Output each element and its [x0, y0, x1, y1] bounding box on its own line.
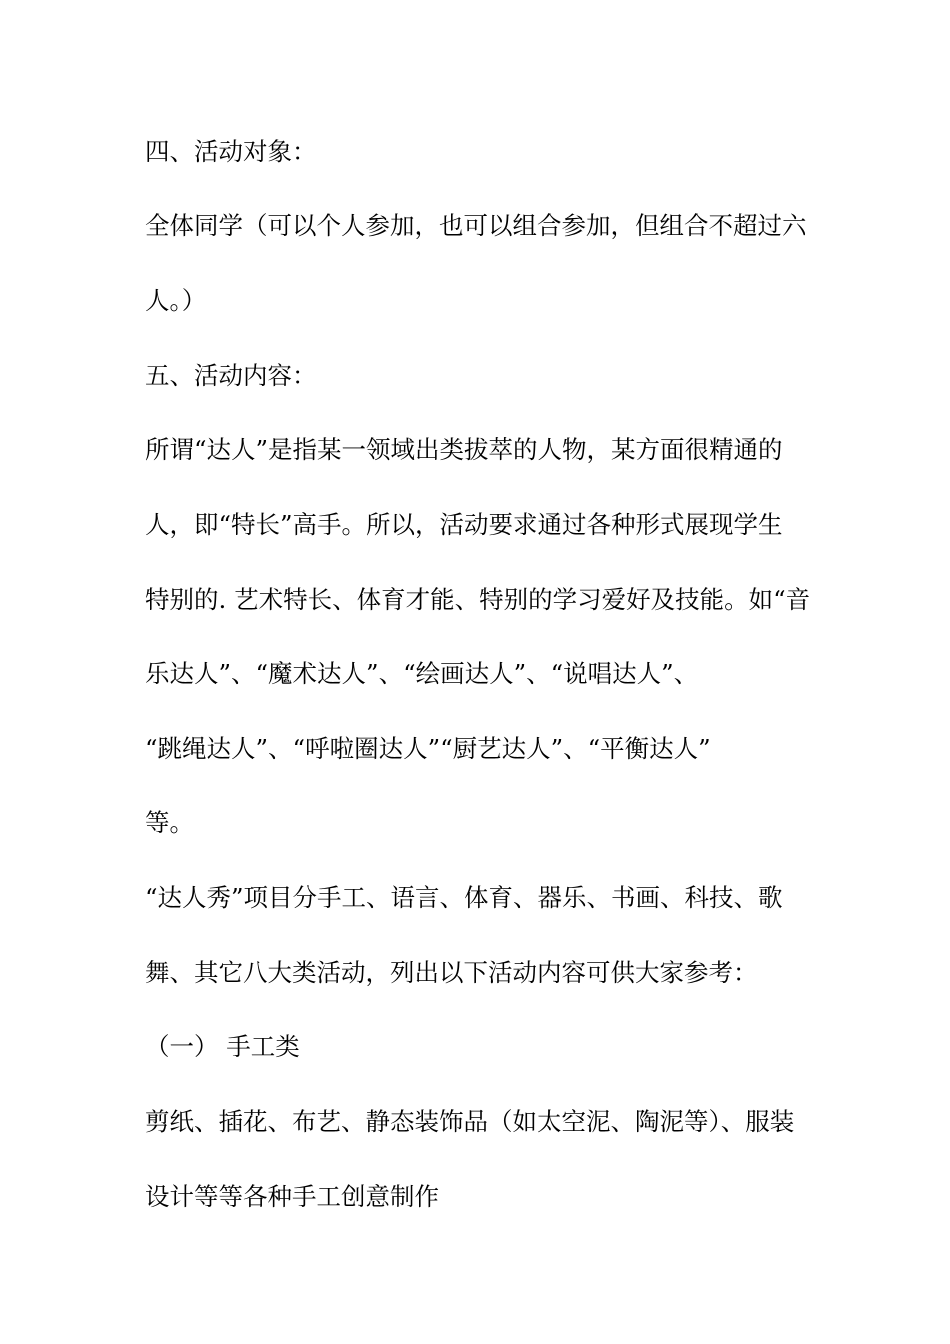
paragraph-line: 人。） — [145, 286, 207, 315]
paragraph-line: “跳绳达人”、“呼啦圈达人”“厨艺达人”、“平衡达人” — [145, 734, 711, 763]
section-heading-content: 五、活动内容： — [145, 361, 317, 390]
paragraph-line: 全体同学（可以个人参加，也可以组合参加，但组合不超过六 — [145, 211, 807, 240]
subsection-heading-handcraft: （一） 手工类 — [145, 1032, 300, 1061]
paragraph-line: 设计等等各种手工创意制作 — [145, 1182, 439, 1211]
paragraph-line: 乐达人”、“魔术达人”、“绘画达人”、“说唱达人”、 — [145, 659, 699, 688]
paragraph-line: 等。 — [145, 808, 194, 837]
paragraph-line: 剪纸、插花、布艺、静态装饰品（如太空泥、陶泥等）、服装 — [145, 1107, 795, 1136]
paragraph-line: 舞、其它八大类活动，列出以下活动内容可供大家参考： — [145, 958, 758, 987]
paragraph-line: “达人秀”项目分手工、语言、体育、器乐、书画、科技、歌 — [145, 883, 783, 912]
paragraph-line: 所谓“达人”是指某一领域出类拔萃的人物，某方面很精通的 — [145, 435, 783, 464]
paragraph-line: 人，即“特长”高手。所以，活动要求通过各种形式展现学生 — [145, 510, 783, 539]
paragraph-line: 特别的. 艺术特长、体育才能、特别的学习爱好及技能。如“音 — [145, 585, 811, 614]
section-heading-audience: 四、活动对象： — [145, 137, 317, 166]
